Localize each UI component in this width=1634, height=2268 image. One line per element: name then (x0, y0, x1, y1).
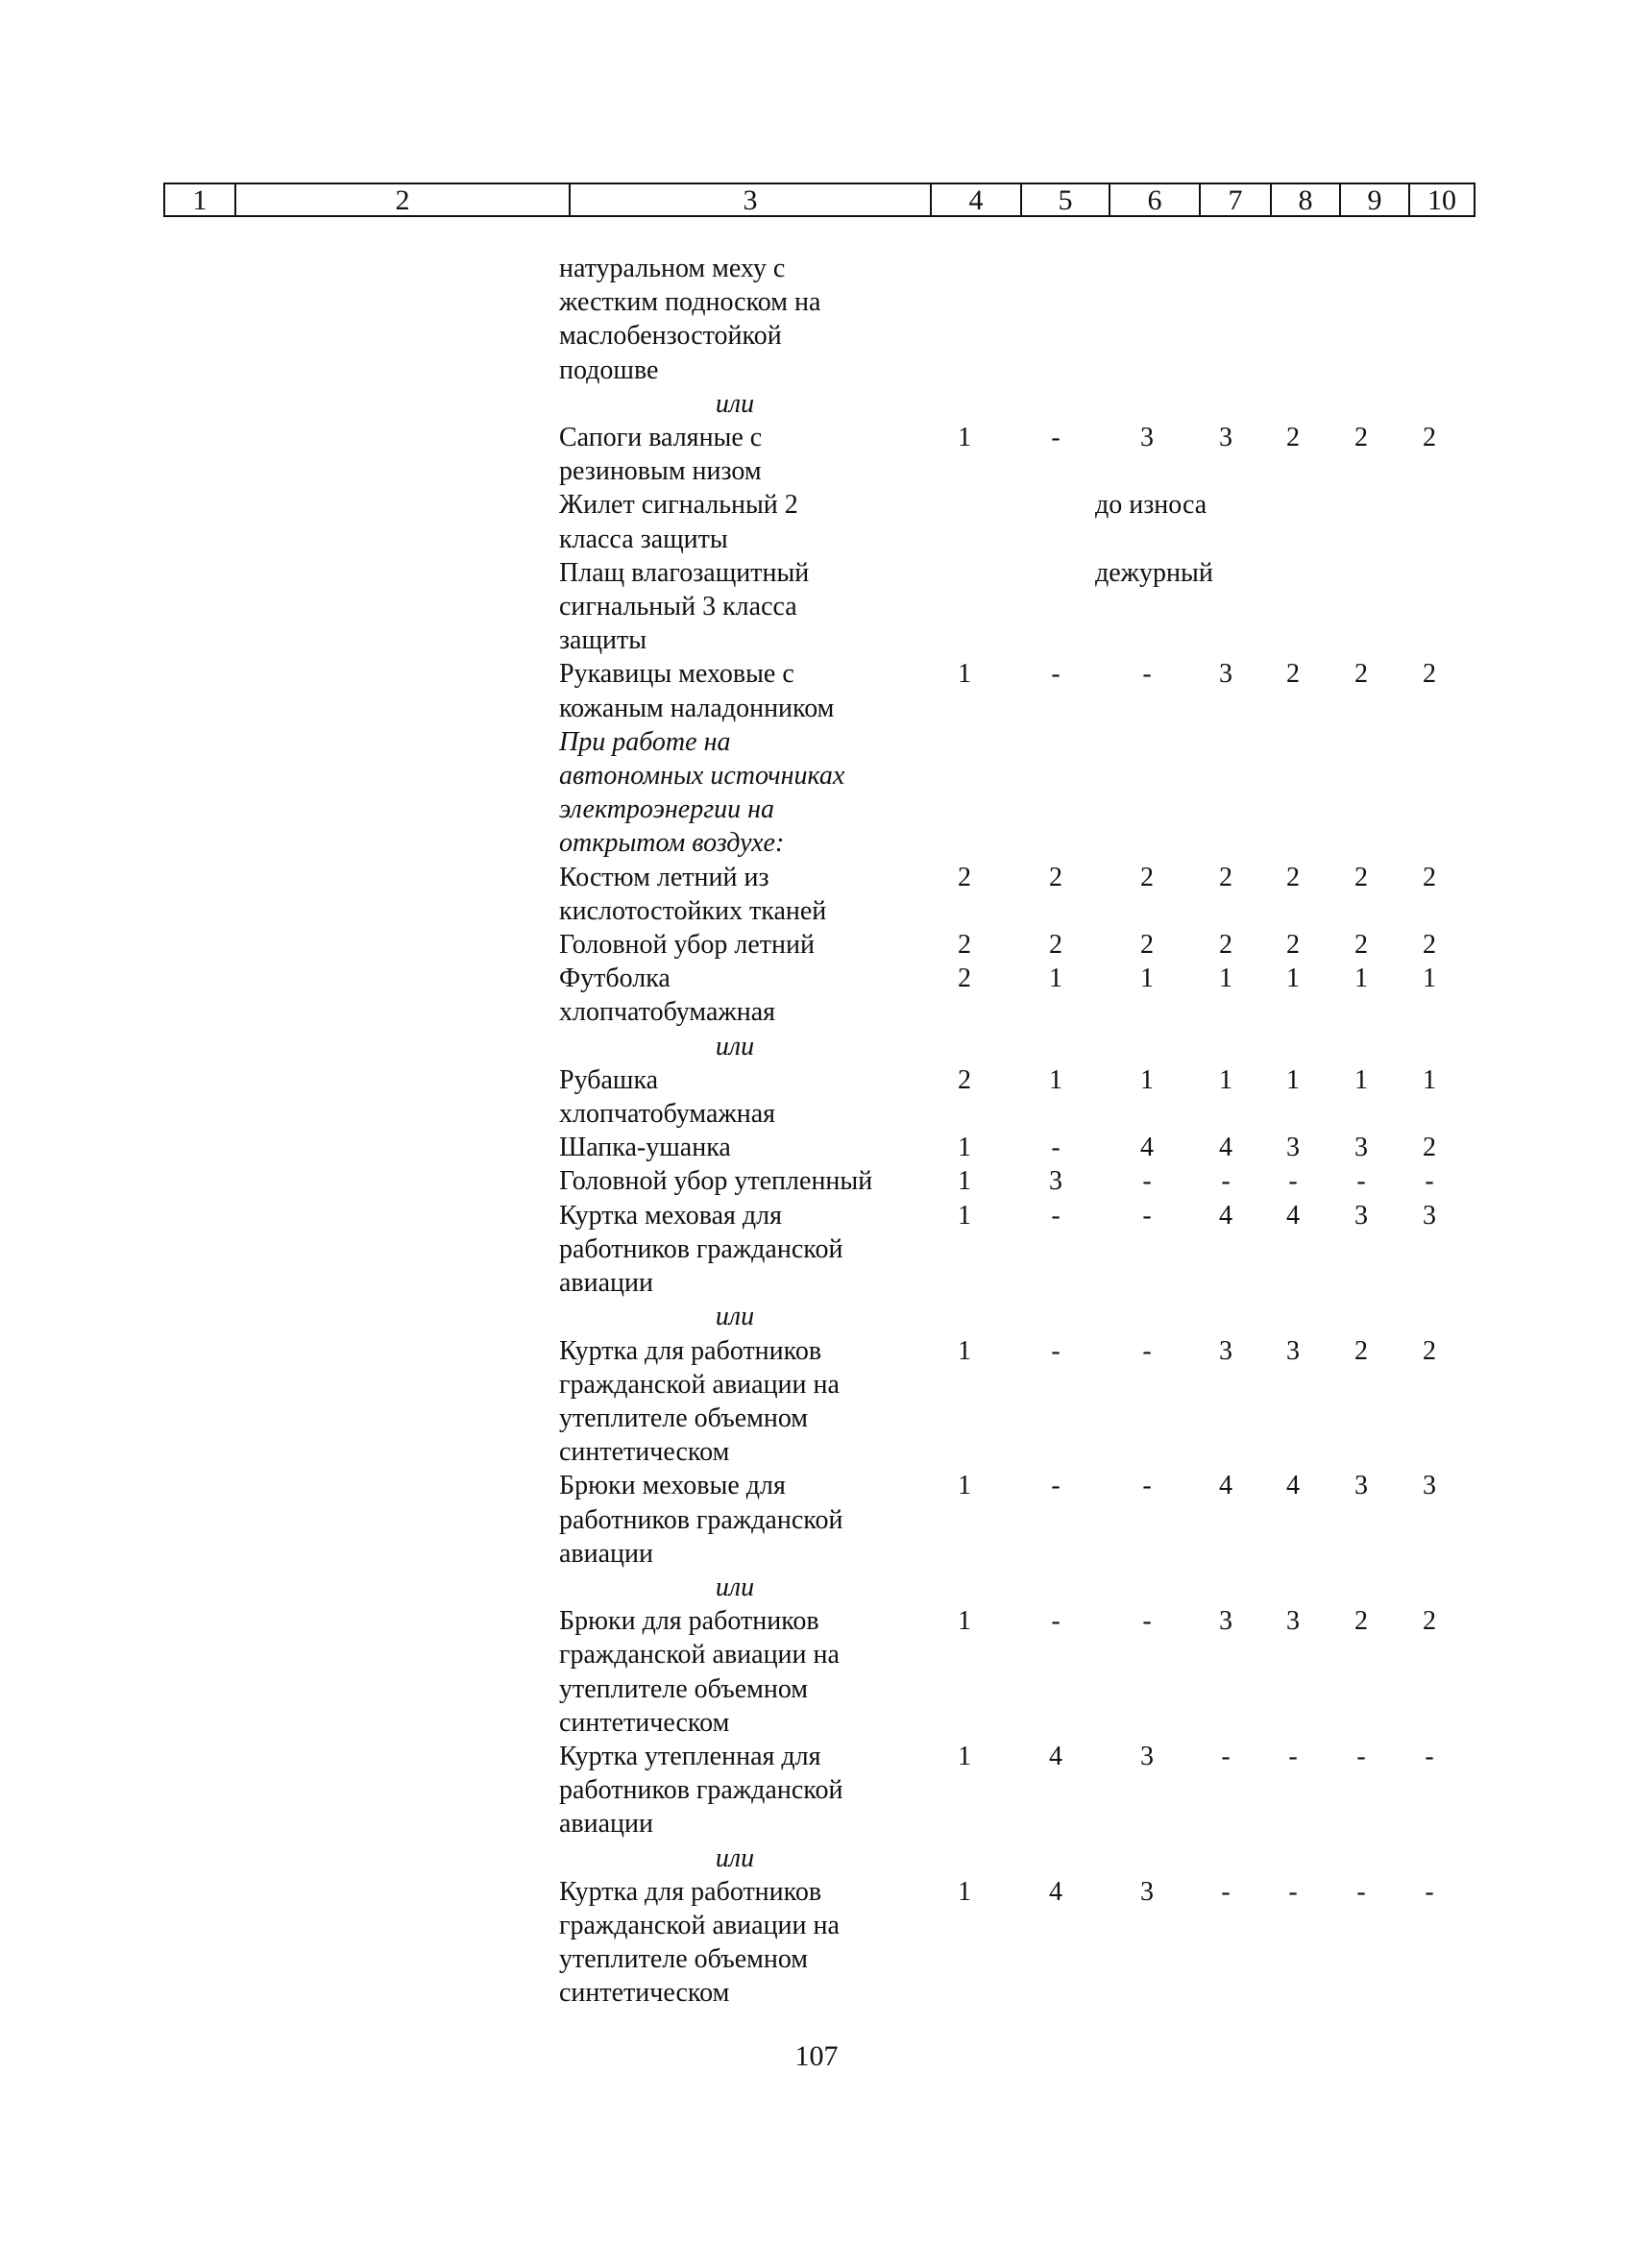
value-cell-col-9: 2 (1354, 862, 1368, 892)
column-number-1: 1 (192, 184, 207, 216)
value-cell-col-8: - (1288, 1166, 1298, 1197)
value-cell-col-10: 2 (1423, 659, 1436, 690)
value-cell-col-5: 4 (1049, 1741, 1062, 1771)
value-cell-col-6: - (1142, 1166, 1152, 1197)
column-number-3: 3 (569, 184, 930, 215)
value-cell-col-4: 1 (958, 1471, 971, 1501)
value-cell-col-10: 3 (1423, 1471, 1436, 1501)
table-row (0, 962, 1634, 1029)
value-cell-col-4: 1 (958, 1133, 971, 1163)
section-heading-row (0, 725, 1634, 861)
wear-period-note: до износа (1095, 490, 1207, 521)
item-name: Куртка для работников гражданской авиации на утеплителе объемном синтетическом (559, 1335, 840, 1468)
value-cell-col-6: 4 (1140, 1133, 1154, 1163)
value-cell-col-4: 1 (958, 659, 971, 690)
value-cell-col-7: 3 (1219, 1335, 1232, 1366)
alternative-separator-row (0, 1571, 1634, 1604)
item-name: Брюки для работников гражданской авиации на утеплителе объемном синтетическом (559, 1606, 840, 1738)
value-cell-col-9: 2 (1354, 423, 1368, 453)
value-cell-col-8: 2 (1286, 862, 1300, 892)
value-cell-col-8: 2 (1286, 930, 1300, 961)
or-separator: или (715, 1842, 755, 1873)
value-cell-col-5: - (1051, 659, 1061, 690)
value-cell-col-10: 2 (1423, 862, 1436, 892)
value-cell-col-8: 2 (1286, 423, 1300, 453)
table-row (0, 1740, 1634, 1841)
item-name: Рубашка хлопчатобумажная (559, 1064, 776, 1130)
value-cell-col-7: 4 (1219, 1200, 1232, 1231)
alternative-separator-row (0, 1030, 1634, 1063)
value-cell-col-10: - (1425, 1741, 1434, 1771)
value-cell-col-10: 2 (1423, 1606, 1436, 1637)
column-number-4: 4 (930, 184, 1020, 215)
value-cell-col-10: - (1425, 1166, 1434, 1197)
value-cell-col-7: - (1221, 1166, 1231, 1197)
value-cell-col-10: 2 (1423, 423, 1436, 453)
value-cell-col-7: - (1221, 1876, 1231, 1907)
value-cell-col-8: 3 (1286, 1133, 1300, 1163)
value-cell-col-7: 4 (1219, 1133, 1232, 1163)
or-separator: или (715, 388, 755, 419)
value-cell-col-5: 2 (1049, 862, 1062, 892)
value-cell-col-8: 2 (1286, 659, 1300, 690)
item-name: Головной убор летний (559, 930, 815, 961)
value-cell-col-6: 3 (1140, 1876, 1154, 1907)
value-cell-col-9: 2 (1354, 1606, 1368, 1637)
value-cell-col-7: 3 (1219, 423, 1232, 453)
item-name: Жилет сигнальный 2 класса защиты (559, 490, 798, 554)
value-cell-col-6: - (1142, 1606, 1152, 1637)
value-cell-col-8: 3 (1286, 1335, 1300, 1366)
table-row (0, 1063, 1634, 1131)
table-row (0, 1199, 1634, 1301)
value-cell-col-6: - (1142, 659, 1152, 690)
item-name: Рукавицы меховые с кожаным наладонником (559, 659, 835, 723)
value-cell-col-4: 1 (958, 1200, 971, 1231)
table-row (0, 1334, 1634, 1470)
alternative-separator-row (0, 1841, 1634, 1875)
value-cell-col-10: 2 (1423, 930, 1436, 961)
section-heading: При работе на автономных источниках электроэнергии на открытом воздухе: (559, 726, 845, 859)
value-cell-col-7: - (1221, 1741, 1231, 1771)
item-name: Куртка утепленная для работников гражданской авиации (559, 1741, 843, 1840)
table-row (0, 252, 1634, 387)
value-cell-col-4: 1 (958, 1606, 971, 1637)
value-cell-col-7: 4 (1219, 1471, 1232, 1501)
value-cell-col-9: 3 (1354, 1200, 1368, 1231)
value-cell-col-8: 3 (1286, 1606, 1300, 1637)
item-name: натуральном меху с жестким подноском на маслобензостойкой подошве (559, 254, 821, 385)
value-cell-col-7: 1 (1219, 963, 1232, 994)
value-cell-col-10: - (1425, 1876, 1434, 1907)
value-cell-col-4: 2 (958, 963, 971, 994)
item-name: Куртка для работников гражданской авиации на утеплителе объемном синтетическом (559, 1876, 840, 2009)
value-cell-col-4: 2 (958, 862, 971, 892)
value-cell-col-5: 1 (1049, 963, 1062, 994)
value-cell-col-6: 3 (1140, 1741, 1154, 1771)
alternative-separator-row (0, 1300, 1634, 1333)
value-cell-col-5: 3 (1049, 1166, 1062, 1197)
value-cell-col-5: - (1051, 1471, 1061, 1501)
alternative-separator-row (0, 387, 1634, 421)
value-cell-col-4: 1 (958, 1166, 971, 1197)
value-cell-col-9: 3 (1354, 1133, 1368, 1163)
or-separator: или (715, 1302, 755, 1332)
table-row (0, 1604, 1634, 1740)
table-row (0, 556, 1634, 658)
column-number-6: 6 (1109, 184, 1199, 215)
column-number-header (163, 183, 1475, 217)
table-row (0, 657, 1634, 724)
table-body (0, 252, 1634, 2011)
value-cell-col-5: - (1051, 1200, 1061, 1231)
value-cell-col-9: - (1356, 1876, 1366, 1907)
value-cell-col-8: - (1288, 1876, 1298, 1907)
value-cell-col-5: - (1051, 1133, 1061, 1163)
item-name: Плащ влагозащитный сигнальный 3 класса защиты (559, 557, 810, 656)
value-cell-col-7: 2 (1219, 930, 1232, 961)
value-cell-col-10: 3 (1423, 1200, 1436, 1231)
value-cell-col-6: 1 (1140, 963, 1154, 994)
value-cell-col-9: 2 (1354, 1335, 1368, 1366)
column-number-5: 5 (1020, 184, 1109, 215)
value-cell-col-5: 1 (1049, 1064, 1062, 1095)
item-name: Сапоги валяные с резиновым низом (559, 423, 763, 487)
table-row (0, 1469, 1634, 1571)
or-separator: или (715, 1572, 755, 1602)
value-cell-col-9: 2 (1354, 930, 1368, 961)
column-number-8: 8 (1270, 184, 1339, 215)
table-row (0, 861, 1634, 928)
value-cell-col-6: 2 (1140, 930, 1154, 961)
item-name: Куртка меховая для работников гражданской авиации (559, 1200, 843, 1299)
page-number: 107 (794, 2040, 839, 2072)
value-cell-col-9: - (1356, 1166, 1366, 1197)
value-cell-col-8: 4 (1286, 1200, 1300, 1231)
value-cell-col-9: - (1356, 1741, 1366, 1771)
value-cell-col-10: 1 (1423, 1064, 1436, 1095)
table-row (0, 1131, 1634, 1164)
value-cell-col-4: 1 (958, 1741, 971, 1771)
table-row (0, 1875, 1634, 2011)
value-cell-col-5: - (1051, 1606, 1061, 1637)
wear-period-note: дежурный (1095, 557, 1213, 588)
value-cell-col-9: 1 (1354, 1064, 1368, 1095)
value-cell-col-7: 1 (1219, 1064, 1232, 1095)
value-cell-col-9: 1 (1354, 963, 1368, 994)
value-cell-col-5: - (1051, 423, 1061, 453)
value-cell-col-4: 2 (958, 1064, 971, 1095)
value-cell-col-5: - (1051, 1335, 1061, 1366)
value-cell-col-4: 1 (958, 423, 971, 453)
value-cell-col-6: - (1142, 1471, 1152, 1501)
column-number-7: 7 (1199, 184, 1270, 215)
value-cell-col-8: - (1288, 1741, 1298, 1771)
value-cell-col-4: 1 (958, 1876, 971, 1907)
value-cell-col-6: - (1142, 1335, 1152, 1366)
item-name: Футболка хлопчатобумажная (559, 963, 776, 1028)
table-row (0, 928, 1634, 962)
value-cell-col-8: 4 (1286, 1471, 1300, 1501)
column-number-2: 2 (234, 184, 569, 215)
item-name: Костюм летний из кислотостойких тканей (559, 862, 827, 926)
or-separator: или (715, 1031, 755, 1061)
value-cell-col-5: 2 (1049, 930, 1062, 961)
value-cell-col-6: 2 (1140, 862, 1154, 892)
column-number-10: 10 (1408, 184, 1474, 215)
column-number-9: 9 (1339, 184, 1408, 215)
value-cell-col-10: 1 (1423, 963, 1436, 994)
item-name: Шапка-ушанка (559, 1133, 731, 1163)
value-cell-col-9: 3 (1354, 1471, 1368, 1501)
value-cell-col-7: 3 (1219, 659, 1232, 690)
value-cell-col-4: 1 (958, 1335, 971, 1366)
value-cell-col-6: 1 (1140, 1064, 1154, 1095)
value-cell-col-5: 4 (1049, 1876, 1062, 1907)
value-cell-col-6: 3 (1140, 423, 1154, 453)
value-cell-col-9: 2 (1354, 659, 1368, 690)
value-cell-col-4: 2 (958, 930, 971, 961)
table-row (0, 488, 1634, 555)
value-cell-col-7: 2 (1219, 862, 1232, 892)
value-cell-col-6: - (1142, 1200, 1152, 1231)
table-row (0, 1164, 1634, 1198)
value-cell-col-10: 2 (1423, 1133, 1436, 1163)
value-cell-col-7: 3 (1219, 1606, 1232, 1637)
item-name: Брюки меховые для работников гражданской авиации (559, 1471, 843, 1569)
value-cell-col-10: 2 (1423, 1335, 1436, 1366)
value-cell-col-8: 1 (1286, 963, 1300, 994)
table-row (0, 421, 1634, 488)
value-cell-col-8: 1 (1286, 1064, 1300, 1095)
item-name: Головной убор утепленный (559, 1166, 873, 1197)
